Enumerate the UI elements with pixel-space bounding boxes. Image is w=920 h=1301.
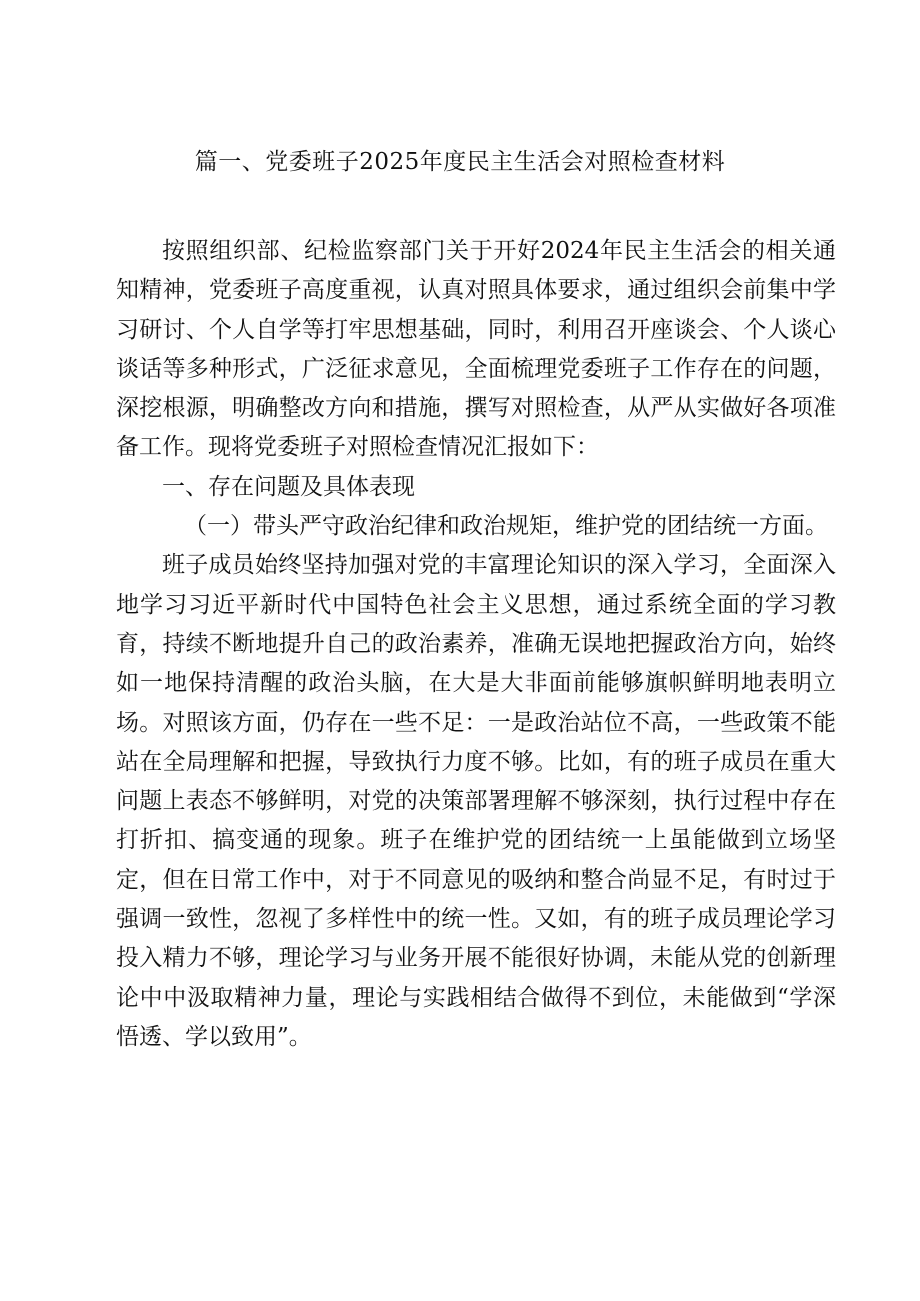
intro-paragraph: 按照组织部、纪检监察部门关于开好2024年民主生活会的相关通知精神，党委班子高度重视，认真对照具体要求，通过组织会前集中学习研讨、个人自学等打牢思想基础，同时，利用召开座谈会、个人谈心谈话等多种形式，广泛征求意见，全面梳理党委班子工作存在的问题，深挖根源，明确整改方向和措施，撰写对照检查，从严从实做好各项准备工作。现将党委班子对照检查情况汇报如下： [116, 238, 836, 461]
document-title: 篇一、党委班子2025年度民主生活会对照检查材料 [194, 149, 726, 175]
subsection-heading: （一）带头严守政治纪律和政治规矩，维护党的团结统一方面。 [184, 513, 828, 540]
subsection-paragraph: 班子成员始终坚持加强对党的丰富理论知识的深入学习，全面深入地学习习近平新时代中国特色社会主义思想，通过系统全面的学习教育，持续不断地提升自己的政治素养，准确无误地把握政治方向，始终如一地保持清醒的政治头脑，在大是大非面前能够旗帜鲜明地表明立场。对照该方面，仍存在一些不足：一是政治站位不高，一些政策不能站在全局理解和把握，导致执行力度不够。比如，有的班子成员在重大问题上表态不够鲜明，对党的决策部署理解不够深刻，执行过程中存在打折扣、搞变通的现象。班子在维护党的团结统一上虽能做到立场坚定，但在日常工作中，对于不同意见的吸纳和整合尚显不足，有时过于强调一致性，忽视了多样性中的统一性。又如，有的班子成员理论学习投入精力不够，理论学习与业务开展不能很好协调，未能从党的创新理论中中汲取精神力量，理论与实践相结合做得不到位，未能做到“学深悟透、学以致用”。 [116, 552, 836, 1050]
section-heading: 一、存在问题及具体表现 [162, 473, 415, 500]
document-body [116, 232, 836, 1057]
